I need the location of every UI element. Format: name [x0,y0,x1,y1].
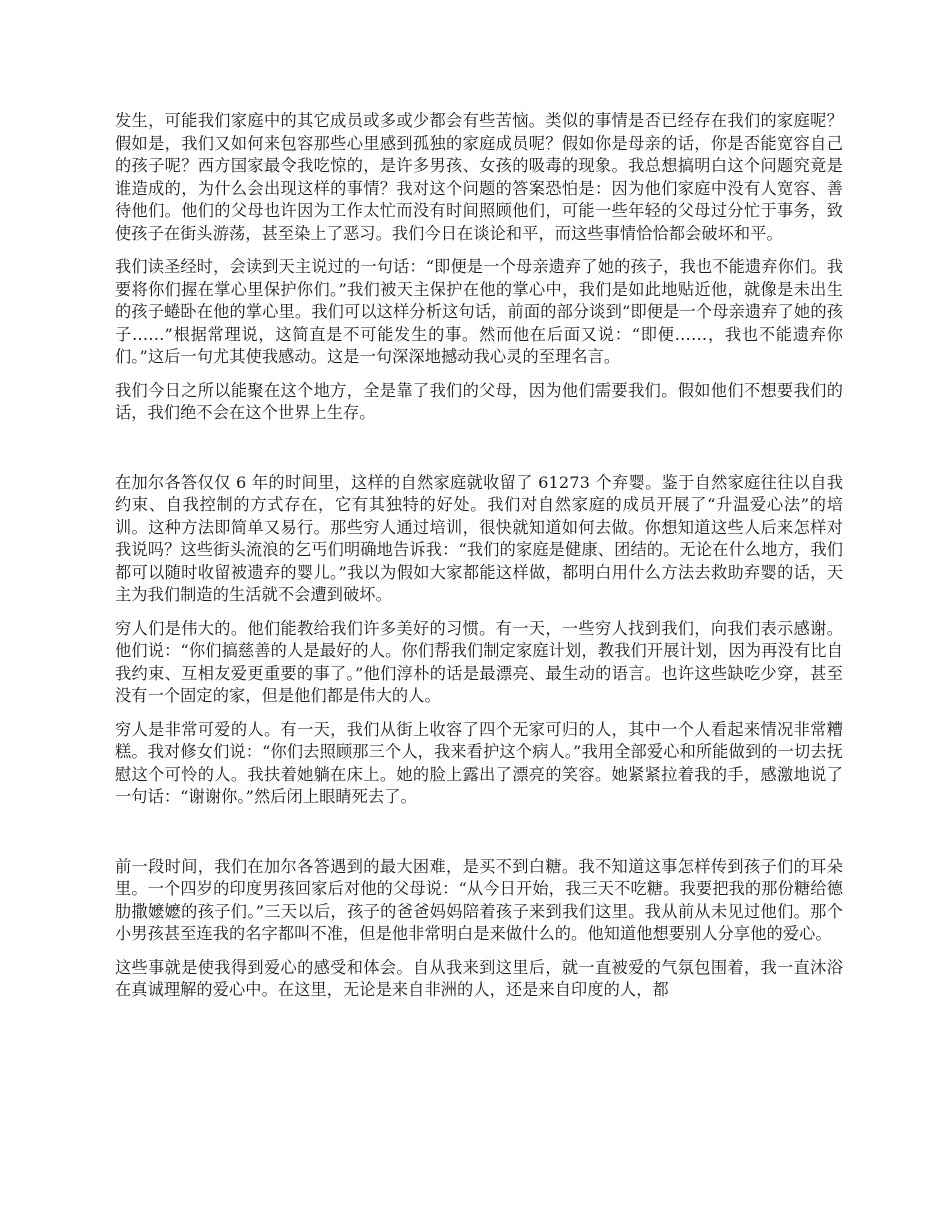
paragraph: 穷人是非常可爱的人。有一天，我们从街上收容了四个无家可归的人，其中一个人看起来情况非常糟糕。我对修女们说：“你们去照顾那三个人，我来看护这个病人。”我用全部爱心和所能做到的一切去抚慰这个可怜的人。我扶着她躺在床上。她的脸上露出了漂亮的笑容。她紧紧拉着我的手，感激地说了一句话：“谢谢你。”然后闭上眼睛死去了。 [115,719,843,806]
section-gap [115,820,843,856]
paragraph: 穷人们是伟大的。他们能教给我们许多美好的习惯。有一天，一些穷人找到我们，向我们表示感谢。他们说：“你们搞慈善的人是最好的人。你们帮我们制定家庭计划，教我们开展计划，因为再没有比自我约束、互相友爱更重要的事了。”他们淳朴的话是最漂亮、最生动的语言。也许这些缺吃少穿，甚至没有一个固定的家，但是他们都是伟大的人。 [115,618,843,705]
paragraph: 这些事就是使我得到爱心的感受和体会。自从我来到这里后，就一直被爱的气氛包围着，我一直沐浴在真诚理解的爱心中。在这里，无论是来自非洲的人，还是来自印度的人，都 [115,957,843,999]
paragraph: 发生，可能我们家庭中的其它成员或多或少都会有些苦恼。类似的事情是否已经存在我们的家庭呢？假如是，我们又如何来包容那些心里感到孤独的家庭成员呢？假如你是母亲的话，你是否能宽容自己的孩子呢？西方国家最令我吃惊的，是许多男孩、女孩的吸毒的现象。我总想搞明白这个问题究竟是谁造成的，为什么会出现这样的事情？我对这个问题的答案恐怕是：因为他们家庭中没有人宽容、善待他们。他们的父母也许因为工作太忙而没有时间照顾他们，可能一些年轻的父母过分忙于事务，致使孩子在街头游荡，甚至染上了恶习。我们今日在谈论和平，而这些事情恰恰都会破坏和平。 [115,111,843,243]
paragraph: 在加尔各答仅仅 6 年的时间里，这样的自然家庭就收留了 61273 个弃婴。鉴于自然家庭往往以自我约束、自我控制的方式存在，它有其独特的好处。我们对自然家庭的成员开展了“升温爱心法”的培训。这种方法即简单又易行。那些穷人通过培训，很快就知道如何去做。你想知道这些人后来怎样对我说吗？这些街头流浪的乞丐们明确地告诉我：“我们的家庭是健康、团结的。无论在什么地方，我们都可以随时收留被遗弃的婴儿。”我以为假如大家都能这样做，都明白用什么方法去救助弃婴的话，天主为我们制造的生活就不会遭到破坏。 [115,472,843,604]
section-gap [115,436,843,472]
paragraph: 我们今日之所以能聚在这个地方，全是靠了我们的父母，因为他们需要我们。假如他们不想要我们的话，我们绝不会在这个世界上生存。 [115,380,843,422]
document-body [115,110,843,1013]
paragraph: 前一段时间，我们在加尔各答遇到的最大困难，是买不到白糖。我不知道这事怎样传到孩子们的耳朵里。一个四岁的印度男孩回家后对他的父母说：“从今日开始，我三天不吃糖。我要把我的那份糖给德肋撒嬷嬷的孩子们。”三天以后，孩子的爸爸妈妈陪着孩子来到我们这里。我从前从未见过他们。那个小男孩甚至连我的名字都叫不准，但是他非常明白是来做什么的。他知道他想要别人分享他的爱心。 [115,856,843,943]
paragraph: 我们读圣经时，会读到天主说过的一句话：“即便是一个母亲遗弃了她的孩子，我也不能遗弃你们。我要将你们握在掌心里保护你们。”我们被天主保护在他的掌心中，我们是如此地贴近他，就像是未出生的孩子蜷卧在他的掌心里。我们可以这样分析这句话，前面的部分谈到“即便是一个母亲遗弃了她的孩子……”根据常理说，这简直是不可能发生的事。然而他在后面又说：“即便……，我也不能遗弃你们。”这后一句尤其使我感动。这是一句深深地撼动我心灵的至理名言。 [115,257,843,366]
